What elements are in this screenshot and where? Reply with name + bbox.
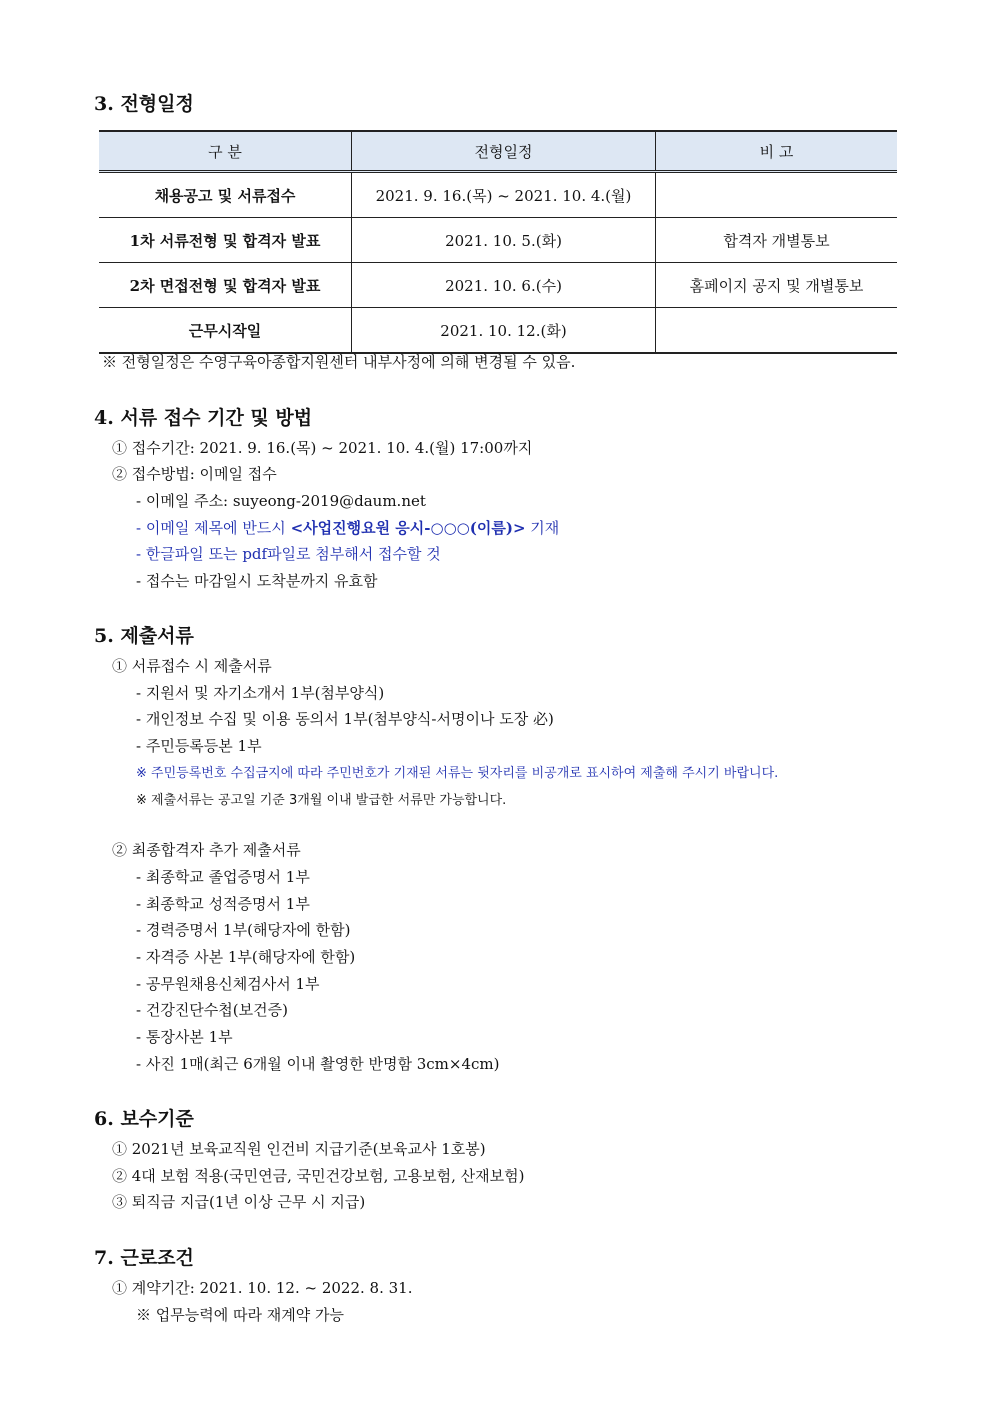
list-item: - 건강진단수첩(보건증) xyxy=(136,1001,288,1019)
stage-cell: 2차 면접전형 및 합격자 발표 xyxy=(99,263,352,308)
list-item: - 개인정보 수집 및 이용 동의서 1부(첨부양식-서명이나 도장 必) xyxy=(136,710,554,728)
deadline-rule: - 접수는 마감일시 도착분까지 유효함 xyxy=(136,572,378,590)
table-row xyxy=(99,172,897,218)
section7-heading: 7. 근로조건 xyxy=(94,1247,194,1269)
section4-heading: 4. 서류 접수 기간 및 방법 xyxy=(94,407,313,429)
list-item: - 자격증 사본 1부(해당자에 한함) xyxy=(136,948,356,966)
section3-heading: 3. 전형일정 xyxy=(94,93,194,115)
stage-cell: 근무시작일 xyxy=(99,308,352,354)
table-header-row xyxy=(99,131,897,172)
email-address: - 이메일 주소: suyeong-2019@daum.net xyxy=(136,492,426,510)
date-cell: 2021. 9. 16.(목) ~ 2021. 10. 4.(월) xyxy=(352,172,656,218)
list-item: ① 2021년 보육교직원 인건비 지급기준(보육교사 1호봉) xyxy=(112,1140,486,1158)
list-item: - 지원서 및 자기소개서 1부(첨부양식) xyxy=(136,684,385,702)
list-item: - 통장사본 1부 xyxy=(136,1028,233,1046)
list-item: ② 4대 보험 적용(국민연금, 국민건강보험, 고용보험, 산재보험) xyxy=(112,1167,525,1185)
list-item: - 공무원채용신체검사서 1부 xyxy=(136,975,320,993)
stage-cell: 1차 서류전형 및 합격자 발표 xyxy=(99,218,352,263)
submission-method: ② 접수방법: 이메일 접수 xyxy=(112,465,277,483)
list-item: ③ 퇴직금 지급(1년 이상 근무 시 지급) xyxy=(112,1193,366,1211)
submission-period: ① 접수기간: 2021. 9. 16.(목) ~ 2021. 10. 4.(월) 17:00까지 xyxy=(112,439,533,457)
note-cell xyxy=(656,172,898,218)
note-cell: 합격자 개별통보 xyxy=(656,218,898,263)
date-cell: 2021. 10. 5.(화) xyxy=(352,218,656,263)
list-item: - 사진 1매(최근 6개월 이내 촬영한 반명함 3cm×4cm) xyxy=(136,1055,500,1073)
issue-date-notice: ※ 제출서류는 공고일 기준 3개월 이내 발급한 서류만 가능합니다. xyxy=(136,793,507,808)
list-item: - 경력증명서 1부(해당자에 한함) xyxy=(136,921,351,939)
section6-heading: 6. 보수기준 xyxy=(94,1108,194,1130)
note-cell xyxy=(656,308,898,354)
table-row xyxy=(99,263,897,308)
email-subject-format: <사업진행요원 응시-○○○(이름)> xyxy=(290,519,526,537)
email-subject-pre: - 이메일 제목에 반드시 xyxy=(136,519,291,537)
stage-cell: 채용공고 및 서류접수 xyxy=(99,172,352,218)
table-row xyxy=(99,308,897,354)
header-schedule: 전형일정 xyxy=(352,131,656,172)
date-cell: 2021. 10. 12.(화) xyxy=(352,308,656,354)
schedule-table xyxy=(99,130,897,354)
file-format-rule: - 한글파일 또는 pdf파일로 첨부해서 접수할 것 xyxy=(136,545,441,563)
header-category: 구 분 xyxy=(99,131,352,172)
list-item: - 주민등록등본 1부 xyxy=(136,737,262,755)
contract-period: ① 계약기간: 2021. 10. 12. ~ 2022. 8. 31. xyxy=(112,1279,413,1297)
date-cell: 2021. 10. 6.(수) xyxy=(352,263,656,308)
documents-subheading-2: ② 최종합격자 추가 제출서류 xyxy=(112,841,301,859)
list-item: - 최종학교 졸업증명서 1부 xyxy=(136,868,310,886)
table-row xyxy=(99,218,897,263)
email-subject-rule xyxy=(136,518,559,538)
header-note: 비 고 xyxy=(656,131,898,172)
schedule-footnote: ※ 전형일정은 수영구육아종합지원센터 내부사정에 의해 변경될 수 있음. xyxy=(102,353,576,371)
list-item: - 최종학교 성적증명서 1부 xyxy=(136,895,310,913)
email-subject-post: 기재 xyxy=(525,519,560,537)
renewal-note: ※ 업무능력에 따라 재계약 가능 xyxy=(136,1306,344,1324)
note-cell: 홈페이지 공지 및 개별통보 xyxy=(656,263,898,308)
section5-heading: 5. 제출서류 xyxy=(94,625,194,647)
documents-subheading-1: ① 서류접수 시 제출서류 xyxy=(112,657,272,675)
resident-number-notice: ※ 주민등록번호 수집금지에 따라 주민번호가 기재된 서류는 뒷자리를 비공개로 표시하여 제출해 주시기 바랍니다. xyxy=(136,766,779,781)
